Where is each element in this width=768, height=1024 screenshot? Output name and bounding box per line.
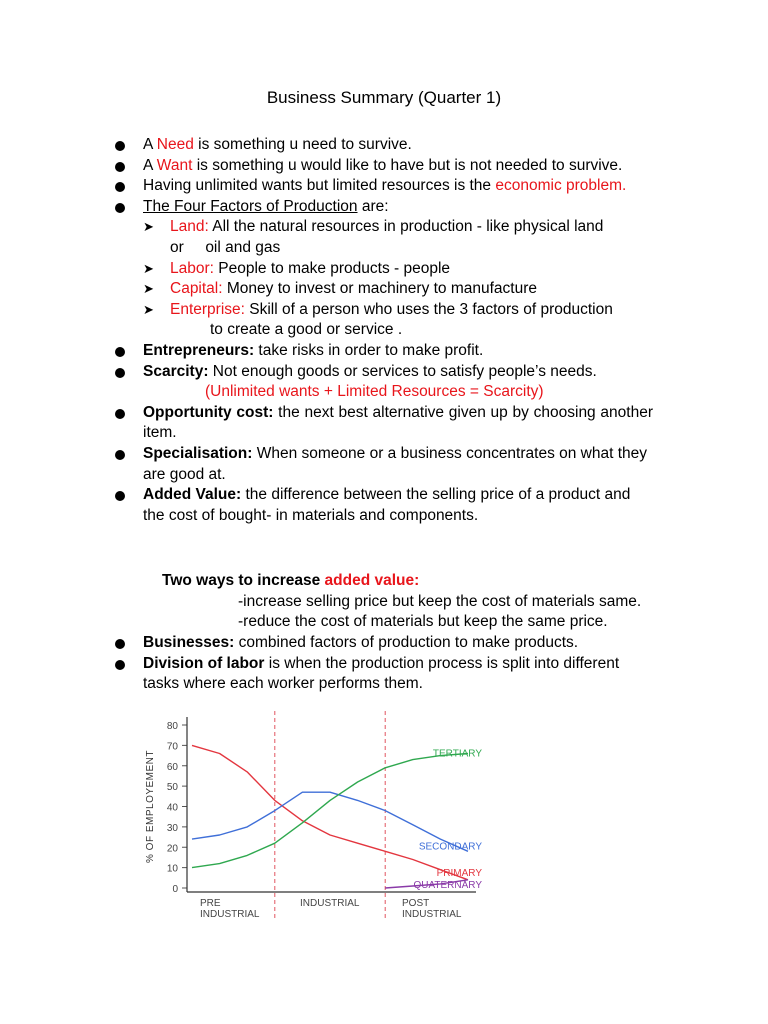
summary-list-continued [0, 633, 653, 695]
factors-sublist [143, 217, 653, 341]
list-item-businesses: Businesses: combined factors of production to make products. [0, 633, 653, 654]
list-item-added-value: Added Value: the difference between the selling price of a product and the cost of bought- in materials and components. [0, 485, 653, 526]
arrow-bullet-icon: ➤ [143, 301, 154, 317]
scarcity-formula: (Unlimited wants + Limited Resources = Scarcity) [205, 383, 544, 401]
way-two: -reduce the cost of materials but keep the same price. [238, 613, 608, 631]
bullet-icon [115, 347, 125, 357]
bullet-icon [115, 141, 125, 151]
list-item-scarcity: Scarcity: Not enough goods or services to satisfy people’s needs. (Unlimited wants + Limited Resources = Scarcity) [0, 362, 653, 403]
list-item-economic-problem: Having unlimited wants but limited resources is the economic problem. [0, 176, 653, 197]
factor-land: ➤ Land: All the natural resources in production - like physical land or oil and gas [143, 218, 604, 256]
list-item-factors: The Four Factors of Production are: ➤ Land: All the natural resources in production - like physical land or oil and gas ➤ Labor: People to make products - people ➤ Capital: Money to invest or machinery to manufacture ➤ Enterprise: Skill of a person who uses the 3 factors of production to create a good or service . [0, 197, 653, 341]
bullet-icon [115, 162, 125, 172]
added-value-details [0, 571, 768, 633]
series-label-secondary: SECONDARY [418, 841, 482, 853]
y-tick-label: 10 [166, 863, 178, 875]
bullet-icon [115, 368, 125, 378]
y-tick-label: 80 [166, 721, 178, 732]
employment-sector-chart [140, 703, 490, 933]
x-category-label: INDUSTRIAL [300, 898, 360, 909]
bullet-icon [115, 450, 125, 460]
factor-labor: ➤ Labor: People to make products - people [143, 259, 653, 280]
y-tick-label: 60 [166, 761, 178, 773]
list-item-specialisation: Specialisation: When someone or a business concentrates on what they are good at. [0, 444, 653, 485]
page-title: Business Summary (Quarter 1) [266, 88, 502, 107]
x-category-label: PRE INDUSTRIAL [200, 898, 260, 920]
summary-list [0, 135, 653, 526]
y-tick-label: 50 [166, 782, 178, 794]
bullet-icon [115, 409, 125, 419]
series-label-tertiary: TERTIARY [432, 748, 482, 760]
two-ways-heading: Two ways to increase added value: [162, 572, 420, 589]
y-tick-label: 0 [172, 884, 178, 895]
factor-enterprise: ➤ Enterprise: Skill of a person who uses the 3 factors of production to create a good or service . [143, 300, 613, 339]
way-one: -increase selling price but keep the cost of materials same. [238, 592, 642, 610]
bullet-icon [115, 639, 125, 649]
list-item-opportunity-cost: Opportunity cost: the next best alternative given up by choosing another item. [0, 403, 653, 444]
list-item-want: A Want is something u would like to have but is not needed to survive. [0, 156, 653, 177]
list-item-entrepreneurs: Entrepreneurs: take risks in order to make profit. [0, 341, 653, 362]
series-label-primary: PRIMARY [436, 867, 482, 879]
list-item-need: A Need is something u need to survive. [0, 135, 653, 156]
y-tick-label: 70 [166, 741, 178, 753]
arrow-bullet-icon: ➤ [143, 260, 154, 276]
arrow-bullet-icon: ➤ [143, 281, 154, 297]
y-tick-label: 40 [166, 802, 178, 814]
y-tick-label: 20 [166, 843, 178, 855]
series-label-quaternary: QUATERNARY [413, 879, 482, 891]
bullet-icon [115, 491, 125, 501]
list-item-division-of-labor: Division of labor is when the production process is split into different tasks where each worker performs them. [0, 654, 653, 695]
bullet-icon [115, 182, 125, 192]
y-tick-label: 30 [166, 822, 178, 834]
x-category-label: POST INDUSTRIAL [402, 898, 462, 920]
bullet-icon [115, 203, 125, 213]
arrow-bullet-icon: ➤ [143, 219, 154, 235]
factor-capital: ➤ Capital: Money to invest or machinery to manufacture [143, 279, 653, 300]
y-axis-label: % OF EMPLOYEMENT [145, 749, 156, 864]
bullet-icon [115, 660, 125, 670]
